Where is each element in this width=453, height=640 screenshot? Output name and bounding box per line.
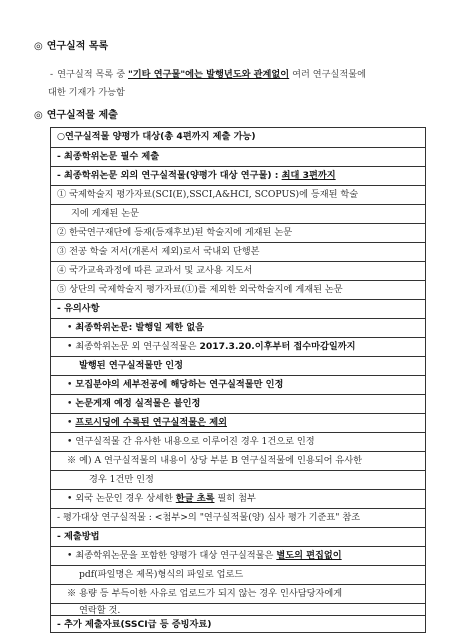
list-item: ④ 국가교육과정에 따른 교과서 및 교사용 지도서 xyxy=(51,261,425,280)
max-count-emphasis: 최대 3편까지 xyxy=(281,170,336,181)
notice-paragraph xyxy=(50,69,430,100)
box-header-text: ○연구실적물 양평가 대상(총 4편까지 제출 가능) xyxy=(57,131,256,142)
method-title-row xyxy=(51,527,425,546)
section-heading-research-list xyxy=(34,40,108,54)
notice-line2: 대한 기재가 가능함 xyxy=(48,87,125,99)
caution-item: 경우 1건만 인정 xyxy=(51,470,425,489)
dash-marker: - xyxy=(50,69,54,80)
notice-text-tail: 여러 연구실적물에 xyxy=(289,69,367,80)
caution-title-row xyxy=(51,299,425,318)
bullet-marker: • xyxy=(67,550,73,561)
requirement-row xyxy=(51,147,425,166)
extra-title: - 추가 제출자료(SSCI급 등 증빙자료) xyxy=(57,619,212,630)
circled-number: ④ xyxy=(57,265,67,276)
caution-item: • 프로시딩에 수록된 연구실적물은 제외 xyxy=(51,413,425,432)
note-marker: ※ xyxy=(67,455,77,466)
caution-item: - 평가대상 연구실적물 : <첨부>의 "연구실적물(양) 심사 평가 기준표" 참조 xyxy=(51,508,425,527)
bullet-marker: • xyxy=(67,322,73,333)
double-circle-icon: ◎ xyxy=(34,41,43,52)
circled-number: ③ xyxy=(57,246,67,257)
caution-item: • 모집분야의 세부전공에 해당하는 연구실적물만 인정 xyxy=(51,375,425,394)
extra-title-row xyxy=(51,615,425,634)
caution-item: • 최종학위논문: 발행일 제한 없음 xyxy=(51,318,425,337)
note-marker: ※ xyxy=(67,588,77,599)
requirement-other: - 최종학위논문 외의 연구실적물(양평가 대상 연구물) : 최대 3편까지 xyxy=(57,170,336,181)
bullet-marker: • xyxy=(67,417,73,428)
requirement-thesis: - 최종학위논문 필수 제출 xyxy=(57,151,160,162)
bullet-marker: • xyxy=(67,398,73,409)
bullet-marker: • xyxy=(67,341,73,352)
circled-number: ② xyxy=(57,227,67,238)
list-item: ③ 전공 학술 저서(개론서 제외)로서 국내외 단행본 xyxy=(51,242,425,261)
circled-number: ① xyxy=(57,189,67,200)
caution-title: - 유의사항 xyxy=(57,303,100,314)
caution-item: • 연구실적물 간 유사한 내용으로 이루어진 경우 1건으로 인정 xyxy=(51,432,425,451)
bullet-marker: • xyxy=(67,493,73,504)
notice-emphasis: "기타 연구물"에는 발행년도와 관계없이 xyxy=(128,69,290,80)
requirement-row xyxy=(51,166,425,185)
bullet-marker: • xyxy=(67,379,73,390)
caution-item: • 논문게재 예정 실적물은 불인정 xyxy=(51,394,425,413)
notice-text: 연구실적 목록 중 xyxy=(57,69,128,80)
method-item: ※ 용량 등 부득이한 사유로 업로드가 되지 않는 경우 인사담당자에게 xyxy=(51,584,425,603)
double-circle-icon: ◎ xyxy=(34,110,43,121)
method-item: 연락할 것. xyxy=(51,603,425,615)
list-item: ② 한국연구재단에 등재(등재후보)된 학술지에 게재된 논문 xyxy=(51,223,425,242)
submission-box xyxy=(50,127,426,633)
method-title: - 제출방법 xyxy=(57,531,100,542)
list-item: ⑤ 상단의 국제학술지 평가자료(①)를 제외한 외국학술지에 게재된 논문 xyxy=(51,280,425,299)
section-title: 연구실적 목록 xyxy=(46,41,109,52)
caution-item: 발행된 연구실적물만 인정 xyxy=(51,356,425,375)
section-title: 연구실적물 제출 xyxy=(46,110,118,121)
method-item: pdf(파일명은 제목)형식의 파일로 업로드 xyxy=(51,565,425,584)
bullet-marker: • xyxy=(67,436,73,447)
list-item: 지에 게재된 논문 xyxy=(51,204,425,223)
box-header-row xyxy=(51,128,425,147)
caution-item: • 외국 논문인 경우 상세한 한글 초록 필히 첨부 xyxy=(51,489,425,508)
dash-marker: - xyxy=(57,512,61,523)
section-heading-submission xyxy=(34,109,118,123)
caution-item: • 최종학위논문 외 연구실적물은 2017.3.20.이후부터 접수마감일까지 xyxy=(51,337,425,356)
circled-number: ⑤ xyxy=(57,284,67,295)
list-item: ① 국제학술지 평가자료(SCI(E),SSCI,A&HCI, SCOPUS)에 등재된 학술 xyxy=(51,185,425,204)
caution-item: ※ 예) A 연구실적물의 내용이 상당 부분 B 연구실적물에 인용되어 유사한 xyxy=(51,451,425,470)
method-item: • 최종학위논문을 포함한 양평가 대상 연구실적물은 별도의 편집없이 xyxy=(51,546,425,565)
